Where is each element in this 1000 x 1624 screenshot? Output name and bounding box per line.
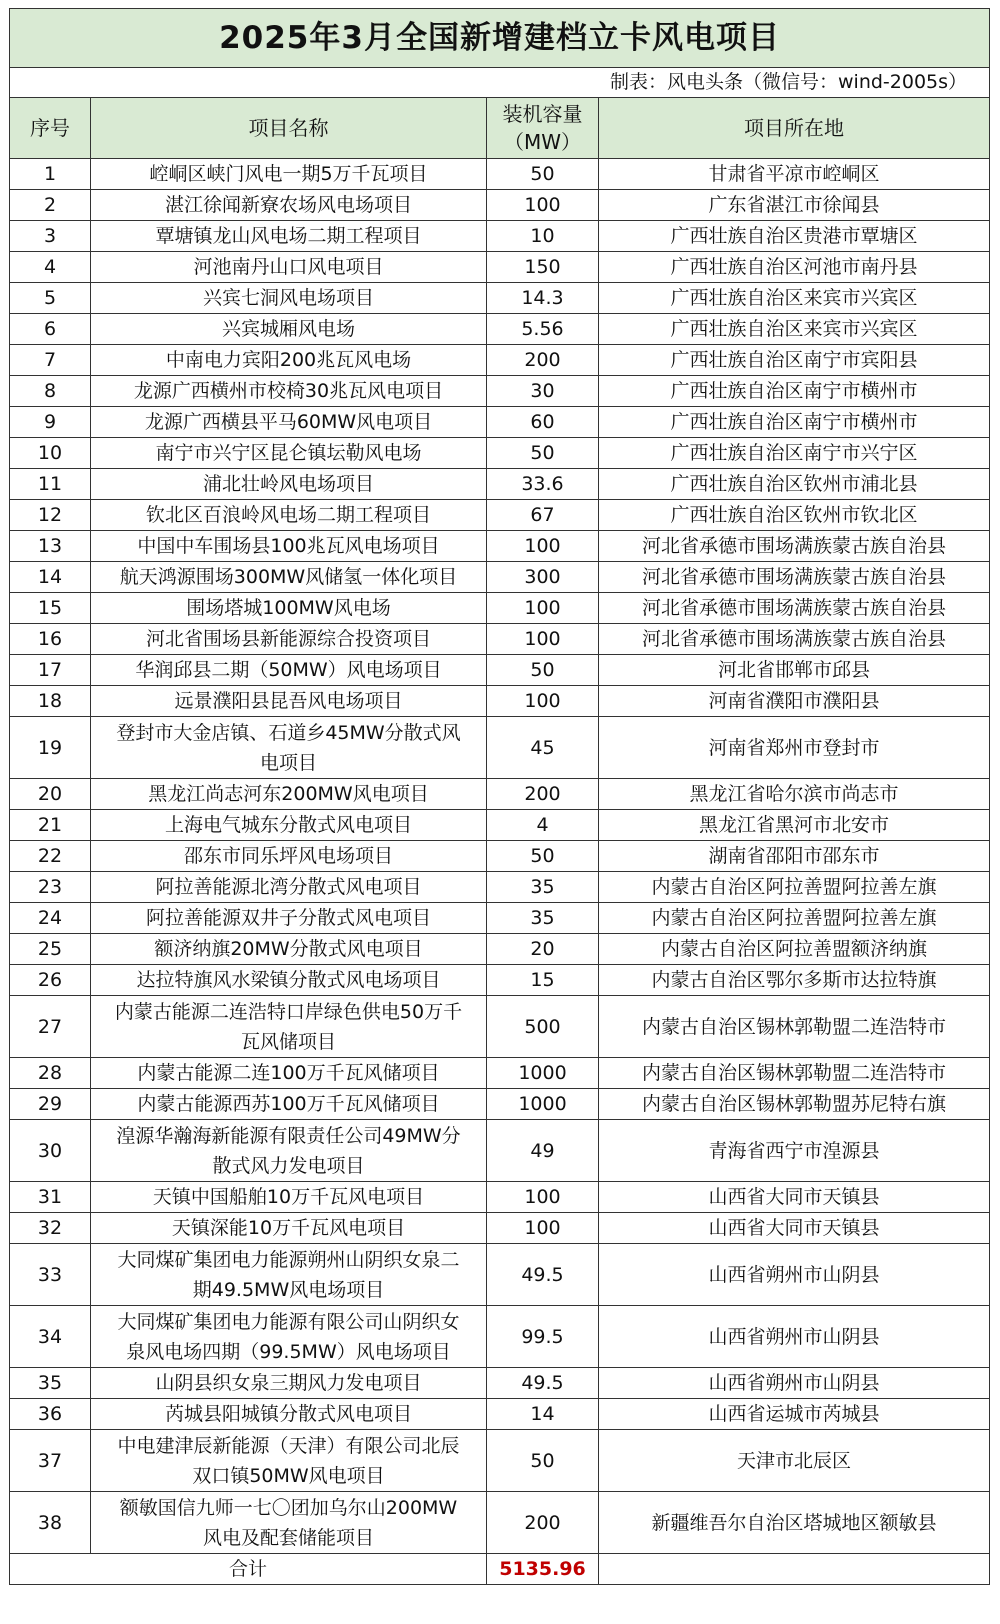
row-project-name: 额济纳旗20MW分散式风电项目 xyxy=(91,934,487,965)
row-project-name: 龙源广西横县平马60MW风电项目 xyxy=(91,407,487,438)
row-project-name: 上海电气城东分散式风电项目 xyxy=(91,810,487,841)
header-capacity-line2: （MW） xyxy=(503,130,582,154)
wind-project-sheet xyxy=(9,8,989,1585)
row-location: 内蒙古自治区阿拉善盟阿拉善左旗 xyxy=(599,903,990,934)
row-index: 3 xyxy=(10,221,91,252)
row-capacity: 50 xyxy=(487,159,599,190)
table-row xyxy=(10,810,990,841)
row-location: 黑龙江省哈尔滨市尚志市 xyxy=(599,779,990,810)
source-note: 制表：风电头条（微信号：wind-2005s） xyxy=(10,68,990,98)
table-row xyxy=(10,438,990,469)
row-project-name: 内蒙古能源二连100万千瓦风储项目 xyxy=(91,1058,487,1089)
row-index: 23 xyxy=(10,872,91,903)
table-row xyxy=(10,1399,990,1430)
table-row xyxy=(10,1306,990,1368)
row-project-name xyxy=(91,996,487,1058)
row-project-name: 龙源广西横州市校椅30兆瓦风电项目 xyxy=(91,376,487,407)
row-project-name: 山阴县织女泉三期风力发电项目 xyxy=(91,1368,487,1399)
row-location: 内蒙古自治区阿拉善盟阿拉善左旗 xyxy=(599,872,990,903)
table-row xyxy=(10,1120,990,1182)
row-index: 11 xyxy=(10,469,91,500)
row-index: 8 xyxy=(10,376,91,407)
row-location: 内蒙古自治区锡林郭勒盟苏尼特右旗 xyxy=(599,1089,990,1120)
row-index: 5 xyxy=(10,283,91,314)
row-location: 山西省大同市天镇县 xyxy=(599,1182,990,1213)
row-location: 甘肃省平凉市崆峒区 xyxy=(599,159,990,190)
row-capacity: 20 xyxy=(487,934,599,965)
row-capacity: 49.5 xyxy=(487,1368,599,1399)
row-capacity: 100 xyxy=(487,531,599,562)
row-capacity: 100 xyxy=(487,1182,599,1213)
row-project-name: 兴宾七洞风电场项目 xyxy=(91,283,487,314)
row-index: 33 xyxy=(10,1244,91,1306)
row-project-name xyxy=(91,1492,487,1554)
row-capacity: 35 xyxy=(487,872,599,903)
row-capacity: 50 xyxy=(487,841,599,872)
row-capacity: 45 xyxy=(487,717,599,779)
row-index: 31 xyxy=(10,1182,91,1213)
table-body xyxy=(10,159,990,1554)
row-project-name: 黑龙江尚志河东200MW风电项目 xyxy=(91,779,487,810)
row-location: 河北省承德市围场满族蒙古族自治县 xyxy=(599,624,990,655)
row-location: 山西省朔州市山阴县 xyxy=(599,1368,990,1399)
table-row xyxy=(10,841,990,872)
row-index: 7 xyxy=(10,345,91,376)
row-index: 37 xyxy=(10,1430,91,1492)
header-capacity-line1: 装机容量 xyxy=(502,102,583,126)
row-capacity: 200 xyxy=(487,1492,599,1554)
table-row xyxy=(10,562,990,593)
row-index: 22 xyxy=(10,841,91,872)
table-row xyxy=(10,221,990,252)
row-project-name: 芮城县阳城镇分散式风电项目 xyxy=(91,1399,487,1430)
row-project-name-line1: 登封市大金店镇、石道乡45MW分散式风 xyxy=(116,721,461,744)
row-capacity: 99.5 xyxy=(487,1306,599,1368)
table-row xyxy=(10,996,990,1058)
header-location: 项目所在地 xyxy=(599,98,990,159)
row-index: 27 xyxy=(10,996,91,1058)
row-index: 12 xyxy=(10,500,91,531)
row-capacity: 200 xyxy=(487,779,599,810)
row-location: 广西壮族自治区南宁市横州市 xyxy=(599,407,990,438)
row-capacity: 200 xyxy=(487,345,599,376)
table-row xyxy=(10,779,990,810)
total-label: 合计 xyxy=(10,1554,487,1585)
row-index: 16 xyxy=(10,624,91,655)
header-index: 序号 xyxy=(10,98,91,159)
row-capacity: 100 xyxy=(487,593,599,624)
row-project-name xyxy=(91,717,487,779)
row-capacity: 1000 xyxy=(487,1058,599,1089)
table-row xyxy=(10,190,990,221)
table-row xyxy=(10,655,990,686)
row-project-name xyxy=(91,1306,487,1368)
table-row xyxy=(10,159,990,190)
table-row xyxy=(10,903,990,934)
table-row xyxy=(10,1492,990,1554)
row-project-name: 阿拉善能源北湾分散式风电项目 xyxy=(91,872,487,903)
row-project-name: 围场塔城100MW风电场 xyxy=(91,593,487,624)
row-location: 广西壮族自治区南宁市横州市 xyxy=(599,376,990,407)
row-location: 天津市北辰区 xyxy=(599,1430,990,1492)
table-row xyxy=(10,593,990,624)
row-capacity: 100 xyxy=(487,686,599,717)
row-capacity: 14.3 xyxy=(487,283,599,314)
row-capacity: 50 xyxy=(487,655,599,686)
row-capacity: 60 xyxy=(487,407,599,438)
total-empty xyxy=(599,1554,990,1585)
row-index: 25 xyxy=(10,934,91,965)
table-row xyxy=(10,1368,990,1399)
row-capacity: 50 xyxy=(487,1430,599,1492)
row-project-name-line1: 中电建津辰新能源（天津）有限公司北辰 xyxy=(117,1434,460,1457)
table-row xyxy=(10,345,990,376)
row-index: 21 xyxy=(10,810,91,841)
table-row xyxy=(10,1430,990,1492)
table-row xyxy=(10,1213,990,1244)
row-project-name-line1: 大同煤矿集团电力能源有限公司山阴织女 xyxy=(117,1310,460,1333)
row-location: 青海省西宁市湟源县 xyxy=(599,1120,990,1182)
table-row xyxy=(10,872,990,903)
row-location: 河北省承德市围场满族蒙古族自治县 xyxy=(599,531,990,562)
row-capacity: 10 xyxy=(487,221,599,252)
table-row xyxy=(10,376,990,407)
row-project-name-line1: 内蒙古能源二连浩特口岸绿色供电50万千 xyxy=(114,1000,463,1023)
row-location: 河北省承德市围场满族蒙古族自治县 xyxy=(599,593,990,624)
row-location: 内蒙古自治区锡林郭勒盟二连浩特市 xyxy=(599,996,990,1058)
row-capacity: 50 xyxy=(487,438,599,469)
row-capacity: 100 xyxy=(487,624,599,655)
row-location: 广西壮族自治区河池市南丹县 xyxy=(599,252,990,283)
row-project-name: 兴宾城厢风电场 xyxy=(91,314,487,345)
row-location: 河南省郑州市登封市 xyxy=(599,717,990,779)
row-location: 广西壮族自治区贵港市覃塘区 xyxy=(599,221,990,252)
table-row xyxy=(10,469,990,500)
table-row xyxy=(10,965,990,996)
row-location: 内蒙古自治区阿拉善盟额济纳旗 xyxy=(599,934,990,965)
row-capacity: 100 xyxy=(487,190,599,221)
row-project-name: 中国中车围场县100兆瓦风电场项目 xyxy=(91,531,487,562)
row-project-name-line2: 风电及配套储能项目 xyxy=(202,1526,374,1549)
row-capacity: 4 xyxy=(487,810,599,841)
row-index: 28 xyxy=(10,1058,91,1089)
row-capacity: 150 xyxy=(487,252,599,283)
row-project-name xyxy=(91,1430,487,1492)
row-project-name-line2: 双口镇50MW风电项目 xyxy=(192,1464,385,1487)
table-row xyxy=(10,1058,990,1089)
row-location: 山西省朔州市山阴县 xyxy=(599,1244,990,1306)
row-location: 广西壮族自治区南宁市宾阳县 xyxy=(599,345,990,376)
table-row xyxy=(10,252,990,283)
row-capacity: 33.6 xyxy=(487,469,599,500)
row-project-name: 中南电力宾阳200兆瓦风电场 xyxy=(91,345,487,376)
row-project-name-line2: 泉风电场四期（99.5MW）风电场项目 xyxy=(126,1340,451,1363)
row-project-name-line2: 期49.5MW风电场项目 xyxy=(192,1278,385,1301)
row-project-name: 河北省围场县新能源综合投资项目 xyxy=(91,624,487,655)
row-capacity: 49 xyxy=(487,1120,599,1182)
row-project-name: 天镇中国船舶10万千瓦风电项目 xyxy=(91,1182,487,1213)
row-location: 内蒙古自治区锡林郭勒盟二连浩特市 xyxy=(599,1058,990,1089)
row-capacity: 15 xyxy=(487,965,599,996)
row-project-name: 崆峒区峡门风电一期5万千瓦项目 xyxy=(91,159,487,190)
table-row xyxy=(10,717,990,779)
row-index: 1 xyxy=(10,159,91,190)
row-project-name: 内蒙古能源西苏100万千瓦风储项目 xyxy=(91,1089,487,1120)
row-index: 6 xyxy=(10,314,91,345)
row-capacity: 67 xyxy=(487,500,599,531)
row-index: 9 xyxy=(10,407,91,438)
row-index: 19 xyxy=(10,717,91,779)
row-location: 广西壮族自治区钦州市钦北区 xyxy=(599,500,990,531)
row-location: 广西壮族自治区南宁市兴宁区 xyxy=(599,438,990,469)
row-capacity: 500 xyxy=(487,996,599,1058)
row-project-name: 浦北壮岭风电场项目 xyxy=(91,469,487,500)
row-project-name: 阿拉善能源双井子分散式风电项目 xyxy=(91,903,487,934)
row-index: 38 xyxy=(10,1492,91,1554)
row-capacity: 14 xyxy=(487,1399,599,1430)
row-index: 36 xyxy=(10,1399,91,1430)
row-capacity: 300 xyxy=(487,562,599,593)
row-index: 4 xyxy=(10,252,91,283)
row-project-name xyxy=(91,1244,487,1306)
table-row xyxy=(10,500,990,531)
row-project-name: 南宁市兴宁区昆仑镇坛勒风电场 xyxy=(91,438,487,469)
table-row xyxy=(10,531,990,562)
row-capacity: 49.5 xyxy=(487,1244,599,1306)
row-index: 15 xyxy=(10,593,91,624)
row-location: 河北省承德市围场满族蒙古族自治县 xyxy=(599,562,990,593)
row-index: 35 xyxy=(10,1368,91,1399)
row-project-name-line2: 瓦风储项目 xyxy=(240,1030,336,1053)
row-index: 30 xyxy=(10,1120,91,1182)
row-index: 18 xyxy=(10,686,91,717)
total-value: 5135.96 xyxy=(487,1554,599,1585)
row-index: 34 xyxy=(10,1306,91,1368)
row-index: 24 xyxy=(10,903,91,934)
row-index: 26 xyxy=(10,965,91,996)
row-capacity: 5.56 xyxy=(487,314,599,345)
total-row xyxy=(10,1554,990,1585)
header-row xyxy=(10,98,990,159)
source-row xyxy=(10,68,990,98)
row-project-name-line1: 额敏国信九师一七〇团加乌尔山200MW xyxy=(119,1496,458,1519)
row-index: 2 xyxy=(10,190,91,221)
row-location: 山西省大同市天镇县 xyxy=(599,1213,990,1244)
row-location: 山西省运城市芮城县 xyxy=(599,1399,990,1430)
row-project-name-line1: 湟源华瀚海新能源有限责任公司49MW分 xyxy=(116,1124,461,1147)
row-project-name: 湛江徐闻新寮农场风电场项目 xyxy=(91,190,487,221)
row-location: 河北省邯郸市邱县 xyxy=(599,655,990,686)
row-location: 广东省湛江市徐闻县 xyxy=(599,190,990,221)
row-location: 广西壮族自治区来宾市兴宾区 xyxy=(599,314,990,345)
row-index: 14 xyxy=(10,562,91,593)
row-location: 湖南省邵阳市邵东市 xyxy=(599,841,990,872)
table-row xyxy=(10,934,990,965)
row-project-name: 华润邱县二期（50MW）风电场项目 xyxy=(91,655,487,686)
table-row xyxy=(10,1244,990,1306)
row-capacity: 100 xyxy=(487,1213,599,1244)
row-location: 广西壮族自治区钦州市浦北县 xyxy=(599,469,990,500)
row-project-name-line1: 大同煤矿集团电力能源朔州山阴织女泉二 xyxy=(117,1248,460,1271)
row-project-name: 天镇深能10万千瓦风电项目 xyxy=(91,1213,487,1244)
sheet-title: 2025年3月全国新增建档立卡风电项目 xyxy=(10,9,990,68)
table-row xyxy=(10,624,990,655)
row-index: 10 xyxy=(10,438,91,469)
title-row xyxy=(10,9,990,68)
row-location: 内蒙古自治区鄂尔多斯市达拉特旗 xyxy=(599,965,990,996)
row-location: 新疆维吾尔自治区塔城地区额敏县 xyxy=(599,1492,990,1554)
row-project-name-line2: 电项目 xyxy=(259,751,317,774)
table-row xyxy=(10,314,990,345)
row-location: 河南省濮阳市濮阳县 xyxy=(599,686,990,717)
table-row xyxy=(10,1089,990,1120)
row-capacity: 1000 xyxy=(487,1089,599,1120)
row-project-name xyxy=(91,1120,487,1182)
row-project-name: 覃塘镇龙山风电场二期工程项目 xyxy=(91,221,487,252)
table-row xyxy=(10,407,990,438)
row-index: 13 xyxy=(10,531,91,562)
table-row xyxy=(10,686,990,717)
row-location: 广西壮族自治区来宾市兴宾区 xyxy=(599,283,990,314)
row-capacity: 35 xyxy=(487,903,599,934)
row-index: 17 xyxy=(10,655,91,686)
row-location: 黑龙江省黑河市北安市 xyxy=(599,810,990,841)
row-project-name: 河池南丹山口风电项目 xyxy=(91,252,487,283)
row-index: 32 xyxy=(10,1213,91,1244)
row-project-name: 远景濮阳县昆吾风电场项目 xyxy=(91,686,487,717)
row-project-name: 钦北区百浪岭风电场二期工程项目 xyxy=(91,500,487,531)
header-name: 项目名称 xyxy=(91,98,487,159)
row-project-name-line2: 散式风力发电项目 xyxy=(212,1154,365,1177)
row-index: 29 xyxy=(10,1089,91,1120)
row-project-name: 邵东市同乐坪风电场项目 xyxy=(91,841,487,872)
row-project-name: 达拉特旗风水梁镇分散式风电场项目 xyxy=(91,965,487,996)
row-project-name: 航天鸿源围场300MW风储氢一体化项目 xyxy=(91,562,487,593)
table-row xyxy=(10,1182,990,1213)
project-table xyxy=(9,8,990,1585)
row-capacity: 30 xyxy=(487,376,599,407)
table-row xyxy=(10,283,990,314)
row-index: 20 xyxy=(10,779,91,810)
header-capacity xyxy=(487,98,599,159)
row-location: 山西省朔州市山阴县 xyxy=(599,1306,990,1368)
